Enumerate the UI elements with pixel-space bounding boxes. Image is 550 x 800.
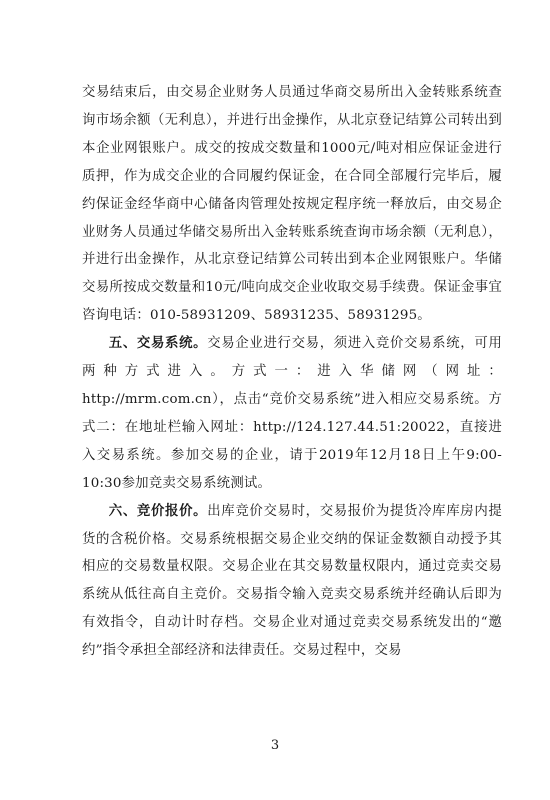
- paragraph-text: 交易结束后，由交易企业财务人员通过华商交易所出入金转账系统查询市场余额（无利息），并进行出金操作，从北京登记结算公司转出到本企业网银账户。成交的按成交数量和1000元/吨对相应保证金进行质押，作为成交企业的合同履约保证金，在合同全部履行完毕后，履约保证金经华商中心储备肉管理处按规定程序统一释放后，由交易企业财务人员通过华储交易所出入金转账系统查询市场余额（无利息），并进行出金操作，从北京登记结算公司转出到本企业网银账户。华储交易所按成交数量和10元/吨向成交企业收取交易手续费。保证金事宜咨询电话：010-58931209、58931235、58931295。: [82, 85, 502, 324]
- paragraph-text: 交易企业进行交易，须进入竞价交易系统，可用两种方式进入。方式一：进入华储网（网址：http://mrm.com.cn），点击“竞价交易系统”进入相应交易系统。方式二：在地址栏输入网址：http://124.127.44.51:20022，直接进入交易系统。参加交易的企业，请于2019年12月18日上午9:00-10:30参加竞卖交易系统测试。: [82, 336, 502, 491]
- section-heading-trading-system: 五、交易系统。: [108, 335, 208, 352]
- paragraph-trading-system: [82, 330, 502, 497]
- paragraph-bidding-quote: [82, 498, 502, 665]
- paragraph-settlement: [82, 79, 502, 330]
- paragraph-text: 出库竞价交易时，交易报价为提货冷库库房内提货的含税价格。交易系统根据交易企业交纳的保证金数额自动授予其相应的交易数量权限。交易企业在其交易数量权限内，通过竞卖交易系统从低往高自主竞价。交易指令输入竞卖交易系统并经确认后即为有效指令，自动计时存档。交易企业对通过竞卖交易系统发出的“邀约”指令承担全部经济和法律责任。交易过程中，交易: [82, 503, 502, 659]
- page-number: 3: [270, 738, 280, 753]
- section-heading-bidding-quote: 六、竞价报价。: [108, 502, 208, 519]
- document-body: [82, 79, 502, 665]
